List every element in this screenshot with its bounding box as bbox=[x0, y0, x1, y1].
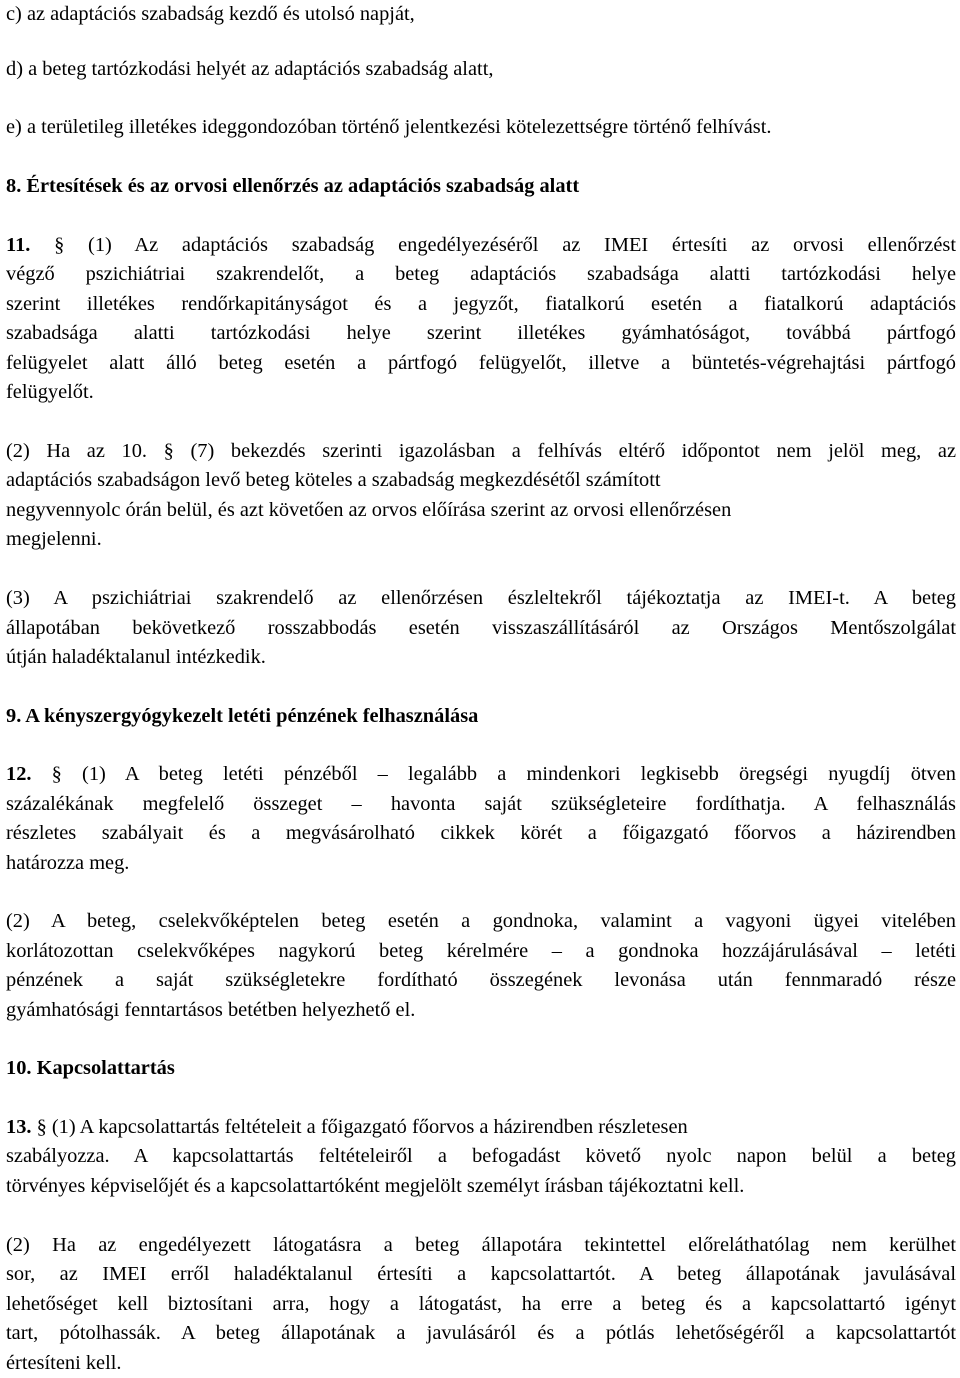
text-line bbox=[6, 55, 493, 84]
line-text: határozza meg. bbox=[6, 852, 130, 874]
line-text: sor, az IMEI erről haladéktalanul értesíti a kapcsolattartót. A beteg állapotának javulásával bbox=[6, 1263, 956, 1285]
line-text: szerint illetékes rendőrkapitányságot és a jegyzőt, fiatalkorú esetén a fiatalkorú adaptációs bbox=[6, 293, 956, 315]
line-text: negyvennyolc órán belül, és azt követően az orvos előírása szerint az orvosi ellenőrzésen bbox=[6, 499, 732, 521]
line-text: felügyelőt. bbox=[6, 381, 94, 403]
line-text: százalékának megfelelő összeget – havonta saját szükségleteire fordíthatja. A felhasználás bbox=[6, 793, 956, 815]
text-line bbox=[6, 819, 956, 848]
text-line bbox=[6, 525, 102, 554]
text-line bbox=[6, 790, 956, 819]
text-line bbox=[6, 466, 661, 495]
line-text: részletes szabályait és a megvásárolható cikkek körét a főigazgató főorvos a házirendben bbox=[6, 822, 956, 844]
line-text: § (1) A beteg letéti pénzéből – legalább a mindenkori legkisebb öregségi nyugdíj ötven bbox=[31, 763, 956, 785]
text-line bbox=[6, 0, 415, 29]
line-text: pénzének a saját szükségletekre fordítható összegének levonása után fennmaradó része bbox=[6, 969, 956, 991]
text-line bbox=[6, 1142, 956, 1171]
text-line bbox=[6, 907, 956, 936]
text-line bbox=[6, 378, 94, 407]
line-text: (2) Ha az engedélyezett látogatásra a beteg állapotára tekintettel előreláthatólag nem kerülhet bbox=[6, 1234, 956, 1256]
text-line bbox=[6, 614, 956, 643]
line-text: adaptációs szabadságon levő beteg köteles a szabadság megkezdésétől számított bbox=[6, 469, 661, 491]
line-text: útján haladéktalanul intézkedik. bbox=[6, 646, 266, 668]
text-line bbox=[6, 643, 266, 672]
line-text: (3) A pszichiátriai szakrendelő az ellenőrzésen észleltekről tájékoztatja az IMEI-t. A beteg bbox=[6, 587, 956, 609]
line-text: törvényes képviselőjét és a kapcsolattartóként megjelölt személyt írásban tájékoztatni kell. bbox=[6, 1175, 745, 1197]
line-text: e) a területileg illetékes ideggondozóban történő jelentkezési kötelezettségre történő felhívást. bbox=[6, 116, 772, 138]
line-text: szabályozza. A kapcsolattartás feltételeiről a befogadást követő nyolc napon belül a beteg bbox=[6, 1145, 956, 1167]
text-line bbox=[6, 1231, 956, 1260]
text-line bbox=[6, 849, 129, 878]
line-text: megjelenni. bbox=[6, 528, 102, 550]
text-line bbox=[6, 231, 956, 260]
text-line bbox=[6, 584, 956, 613]
line-text: korlátozottan cselekvőképes nagykorú beteg kérelmére – a gondnoka hozzájárulásával – letéti bbox=[6, 940, 956, 962]
line-text: 9. A kényszergyógykezelt letéti pénzének felhasználása bbox=[6, 705, 479, 727]
line-text: d) a beteg tartózkodási helyét az adaptációs szabadság alatt, bbox=[6, 58, 494, 80]
paragraph-number: 11. bbox=[6, 234, 31, 256]
line-text: lehetőséget kell biztosítani arra, hogy a látogatást, ha erre a beteg és a kapcsolattartó igényt bbox=[6, 1293, 956, 1315]
line-text: 10. Kapcsolattartás bbox=[6, 1057, 175, 1079]
text-line bbox=[6, 113, 771, 142]
section-heading bbox=[6, 702, 478, 731]
line-text: állapotában bekövetkező rosszabbodás esetén visszaszállításáról az Országos Mentőszolgálat bbox=[6, 617, 956, 639]
text-line bbox=[6, 1172, 744, 1201]
text-line bbox=[6, 290, 956, 319]
line-text: szabadsága alatti tartózkodási helye szerint illetékes gyámhatóságot, továbbá pártfogó bbox=[6, 322, 956, 344]
line-text: gyámhatósági fenntartásos betétben helyezhető el. bbox=[6, 999, 416, 1021]
text-line bbox=[6, 319, 956, 348]
text-line bbox=[6, 937, 956, 966]
text-line bbox=[6, 1349, 122, 1378]
line-text: végző pszichiátriai szakrendelőt, a beteg adaptációs szabadsága alatti tartózkodási helye bbox=[6, 263, 956, 285]
line-text: § (1) Az adaptációs szabadság engedélyezéséről az IMEI értesíti az orvosi ellenőrzést bbox=[30, 234, 956, 256]
line-text: felügyelet alatt álló beteg esetén a pártfogó felügyelőt, illetve a büntetés-végrehajtási pártfogó bbox=[6, 352, 956, 374]
text-line bbox=[6, 1260, 956, 1289]
line-text: c) az adaptációs szabadság kezdő és utolsó napját, bbox=[6, 3, 415, 25]
text-line bbox=[6, 349, 956, 378]
line-text: § (1) A kapcsolattartás feltételeit a főigazgató főorvos a házirendben részletesen bbox=[31, 1116, 688, 1138]
paragraph-number: 13. bbox=[6, 1116, 32, 1138]
text-line bbox=[6, 1113, 688, 1142]
text-line bbox=[6, 996, 415, 1025]
section-heading bbox=[6, 172, 579, 201]
text-line bbox=[6, 496, 731, 525]
text-line bbox=[6, 260, 956, 289]
line-text: tart, pótolhassák. A beteg állapotának a javulásáról és a pótlás lehetőségéről a kapcsolattartót bbox=[6, 1322, 956, 1344]
text-line bbox=[6, 760, 956, 789]
text-line bbox=[6, 966, 956, 995]
text-line bbox=[6, 437, 956, 466]
line-text: 8. Értesítések és az orvosi ellenőrzés az adaptációs szabadság alatt bbox=[6, 175, 580, 197]
text-line bbox=[6, 1319, 956, 1348]
text-line bbox=[6, 1290, 956, 1319]
line-text: (2) Ha az 10. § (7) bekezdés szerinti igazolásban a felhívás eltérő időpontot nem jelöl meg, az bbox=[6, 440, 956, 462]
section-heading bbox=[6, 1054, 175, 1083]
paragraph-number: 12. bbox=[6, 763, 32, 785]
line-text: értesíteni kell. bbox=[6, 1352, 122, 1374]
line-text: (2) A beteg, cselekvőképtelen beteg esetén a gondnoka, valamint a vagyoni ügyei vitelében bbox=[6, 910, 956, 932]
